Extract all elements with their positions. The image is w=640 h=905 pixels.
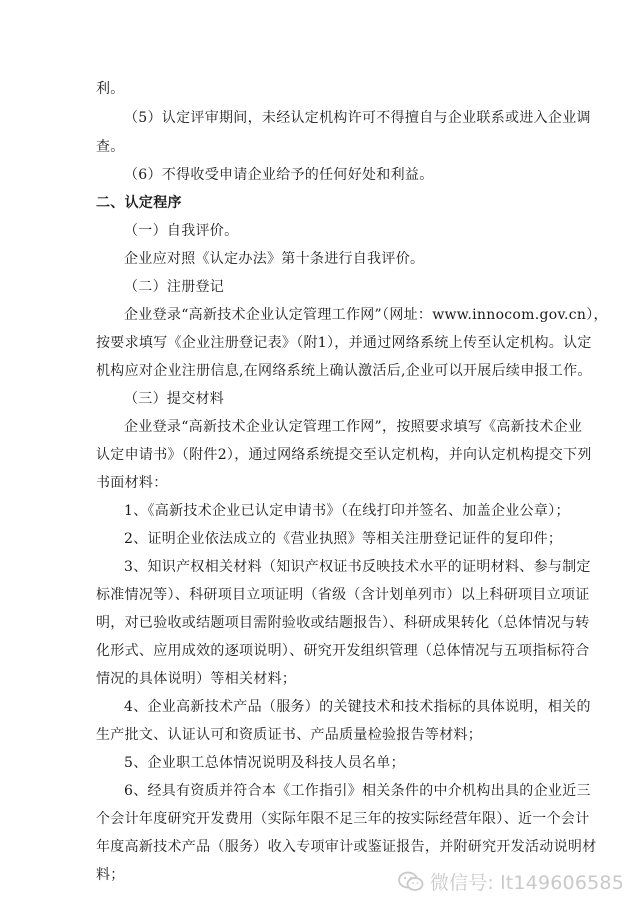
section-heading: 二、认定程序 (96, 195, 182, 211)
watermark (398, 868, 624, 895)
list-item: 2、证明企业依法成立的《营业执照》等相关注册登记证件的复印件； (124, 531, 563, 547)
text-line: 标准情况等）、科研项目立项证明（省级（含计划单列市）以上科研项目立项证 (96, 587, 590, 603)
text-line: 企业登录“高新技术企业认定管理工作网”，按照要求填写《高新技术企业 (124, 419, 583, 435)
subsection-heading: （三）提交材料 (124, 391, 225, 407)
subsection-heading: （一）自我评价。 (124, 223, 239, 239)
text-line: 企业应对照《认定办法》第十条进行自我评价。 (124, 251, 425, 267)
text-line: 情况的具体说明）等相关材料； (96, 671, 297, 687)
text-line: 利。 (96, 81, 125, 97)
list-item: 3、知识产权相关材料（知识产权证书反映技术水平的证明材料、参与制定 (124, 559, 591, 575)
text-line: （6）不得收受申请企业给予的任何好处和利益。 (124, 167, 434, 183)
list-item: 5、企业职工总体情况说明及科技人员名单； (124, 755, 405, 771)
text-line: 生产批文、认证认可和资质证书、产品质量检验报告等材料； (96, 727, 483, 743)
text-line: 年度高新技术产品（服务）收入专项审计或鉴证报告，并附研究开发活动说明材 (96, 839, 597, 855)
text-line: 料； (96, 867, 125, 883)
text-line: 查。 (96, 139, 125, 155)
text-line: 按要求填写《企业注册登记表》（附1），并通过网络系统上传至认定机构。认定 (96, 335, 592, 351)
subsection-heading: （二）注册登记 (124, 279, 225, 295)
list-item: 1、《高新技术企业已认定申请书》（在线打印并签名、加盖企业公章）； (124, 503, 570, 519)
list-item: 4、企业高新技术产品（服务）的关键技术和技术指标的具体说明，相关的 (124, 699, 591, 715)
list-item: 6、经具有资质并符合本《工作指引》相关条件的中介机构出具的企业近三 (124, 783, 591, 799)
text-line: 企业登录“高新技术企业认定管理工作网”（网址：www.innocom.gov.cn）， (124, 307, 608, 323)
text-line: 认定申请书》（附件2），通过网络系统提交至认定机构，并向认定机构提交下列 (96, 447, 592, 463)
text-line: 个会计年度研究开发费用（实际年限不足三年的按实际经营年限）、近一个会计 (96, 811, 590, 827)
text-line: 书面材料： (96, 475, 168, 491)
text-line: 化形式、应用成效的逐项说明）、研究开发组织管理（总体情况与五项指标符合 (96, 643, 590, 659)
text-line: （5）认定评审期间，未经认定机构许可不得擅自与企业联系或进入企业调 (124, 110, 591, 126)
watermark-text: 微信号: lt149606585 (429, 872, 624, 894)
text-line: 机构应对企业注册信息,在网络系统上确认激活后,企业可以开展后续申报工作。 (96, 363, 592, 379)
text-line: 明，对已验收或结题项目需附验收或结题报告）、科研成果转化（总体情况与转 (96, 615, 590, 631)
wechat-icon (398, 871, 424, 893)
